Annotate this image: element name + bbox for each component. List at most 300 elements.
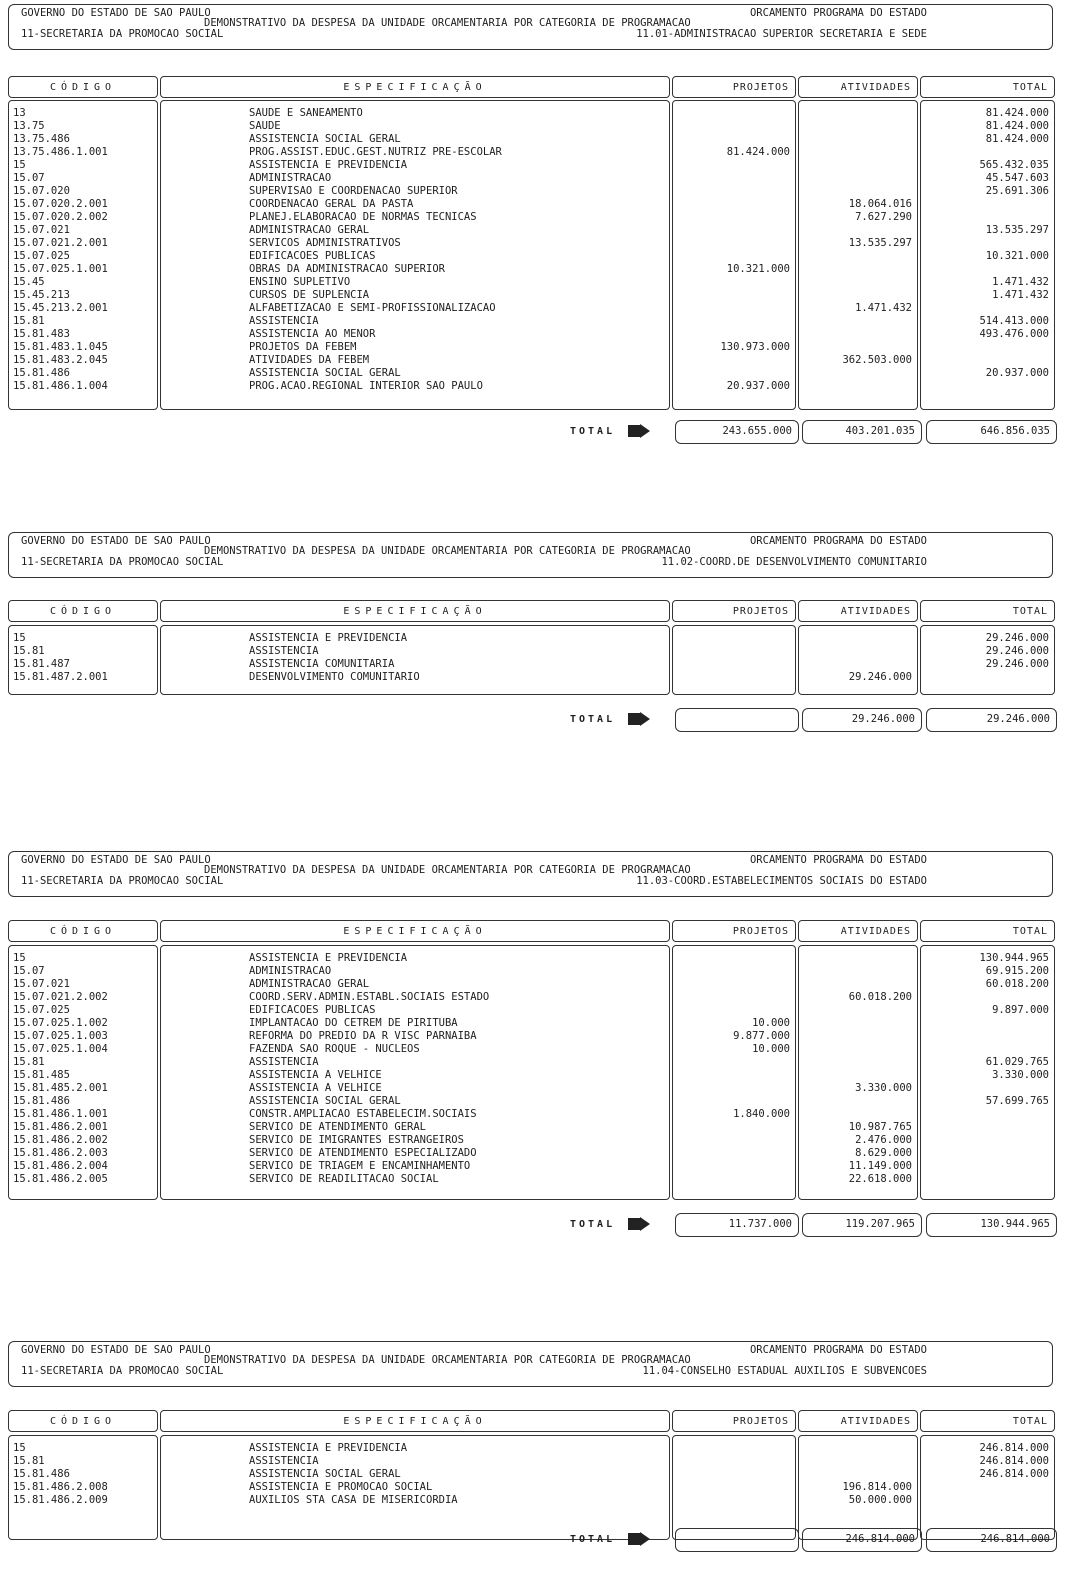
table-cell-atividades: 29.246.000 (848, 671, 912, 683)
total-projetos: 11.737.000 (675, 1213, 799, 1237)
table-cell-codigo: 15.81.486.1.004 (13, 380, 108, 392)
table-cell-projetos: 10.000 (752, 1043, 790, 1055)
column-header-atividades: ATIVIDADES (798, 76, 918, 98)
table-cell-spec: OBRAS DA ADMINISTRACAO SUPERIOR (249, 263, 445, 275)
table-cell-atividades (799, 133, 917, 146)
table-cell-projetos (673, 978, 795, 991)
header-report-title: DEMONSTRATIVO DA DESPESA DA UNIDADE ORCAMENTARIA POR CATEGORIA DE PROGRAMACAO (204, 1354, 691, 1366)
table-cell-total: 1.471.432 (992, 289, 1049, 301)
table-cell-total: 565.432.035 (979, 159, 1049, 171)
table-cell-atividades: 3.330.000 (855, 1082, 912, 1094)
table-cell-codigo: 15.81.483.2.045 (13, 354, 108, 366)
table-cell-total (921, 1030, 1054, 1043)
table-cell-spec: COORD.SERV.ADMIN.ESTABL.SOCIAIS ESTADO (249, 991, 490, 1003)
table-cell-projetos (673, 120, 795, 133)
table-cell-projetos (673, 991, 795, 1004)
table-cell-total: 246.814.000 (979, 1455, 1049, 1467)
header-unit: 11.02-COORD.DE DESENVOLVIMENTO COMUNITARIO (661, 556, 927, 568)
column-header-codigo: CÓDIGO (8, 600, 158, 622)
total-projetos (675, 1528, 799, 1552)
table-cell-projetos (673, 107, 795, 120)
table-cell-spec: ASSISTENCIA (249, 1056, 319, 1068)
header-secretariat: 11-SECRETARIA DA PROMOCAO SOCIAL (21, 1365, 224, 1377)
table-cell-codigo: 15.07 (13, 172, 45, 184)
table-cell-codigo: 15.81 (13, 1455, 45, 1467)
column-header-codigo: CÓDIGO (8, 76, 158, 98)
table-cell-total (921, 991, 1054, 1004)
codigo-column (8, 625, 158, 695)
table-cell-total (921, 146, 1054, 159)
table-cell-total (921, 380, 1054, 393)
table-cell-atividades (799, 1468, 917, 1481)
table-cell-codigo: 15 (13, 952, 26, 964)
table-cell-spec: CURSOS DE SUPLENCIA (249, 289, 370, 301)
report-header (8, 4, 1053, 50)
table-cell-codigo: 13.75.486.1.001 (13, 146, 108, 158)
table-cell-projetos: 130.973.000 (720, 341, 790, 353)
column-header-especificacao: ESPECIFICAÇÃO (160, 600, 670, 622)
arrow-right-icon (628, 424, 650, 438)
table-cell-atividades (799, 1043, 917, 1056)
table-cell-projetos: 20.937.000 (726, 380, 790, 392)
column-header-total: TOTAL (920, 600, 1055, 622)
report-header (8, 851, 1053, 897)
table-cell-spec: ADMINISTRACAO GERAL (249, 978, 370, 990)
table-cell-spec: ASSISTENCIA AO MENOR (249, 328, 376, 340)
table-cell-total (921, 1494, 1054, 1507)
table-cell-atividades: 50.000.000 (848, 1494, 912, 1506)
projetos-column (672, 100, 796, 410)
table-cell-codigo: 15.81.485 (13, 1069, 70, 1081)
table-cell-total: 29.246.000 (985, 645, 1049, 657)
table-body (8, 625, 1055, 695)
table-cell-total: 45.547.603 (985, 172, 1049, 184)
header-government: GOVERNO DO ESTADO DE SAO PAULO (21, 535, 211, 547)
table-cell-projetos (673, 1056, 795, 1069)
table-cell-atividades (799, 645, 917, 658)
table-cell-spec: PROJETOS DA FEBEM (249, 341, 357, 353)
table-cell-spec: EDIFICACOES PUBLICAS (249, 1004, 376, 1016)
table-cell-spec: SERVICO DE IMIGRANTES ESTRANGEIROS (249, 1134, 464, 1146)
table-cell-spec: ASSISTENCIA SOCIAL GERAL (249, 1095, 401, 1107)
atividades-column (798, 625, 918, 695)
table-cell-codigo: 15.81.486.2.004 (13, 1160, 108, 1172)
especificacao-column (160, 625, 670, 695)
table-cell-atividades: 7.627.290 (855, 211, 912, 223)
total-row (0, 420, 1074, 444)
table-cell-atividades (799, 1069, 917, 1082)
table-cell-total: 13.535.297 (985, 224, 1049, 236)
table-cell-total: 60.018.200 (985, 978, 1049, 990)
table-cell-projetos (673, 198, 795, 211)
table-cell-spec: ASSISTENCIA E PROMOCAO SOCIAL (249, 1481, 433, 1493)
table-cell-spec: ASSISTENCIA A VELHICE (249, 1082, 382, 1094)
table-cell-codigo: 15.07.025.1.004 (13, 1043, 108, 1055)
table-cell-spec: SERVICOS ADMINISTRATIVOS (249, 237, 401, 249)
table-cell-codigo: 15.07.025.1.003 (13, 1030, 108, 1042)
column-header-atividades: ATIVIDADES (798, 600, 918, 622)
header-secretariat: 11-SECRETARIA DA PROMOCAO SOCIAL (21, 556, 224, 568)
table-cell-total (921, 1108, 1054, 1121)
table-body (8, 1435, 1055, 1540)
table-cell-projetos (673, 159, 795, 172)
codigo-column (8, 945, 158, 1200)
table-cell-atividades (799, 380, 917, 393)
table-cell-atividades (799, 952, 917, 965)
table-cell-projetos (673, 315, 795, 328)
table-cell-atividades (799, 289, 917, 302)
header-government: GOVERNO DO ESTADO DE SAO PAULO (21, 854, 211, 866)
table-cell-projetos (673, 645, 795, 658)
table-cell-atividades (799, 185, 917, 198)
table-cell-codigo: 15.07.021.2.002 (13, 991, 108, 1003)
table-cell-total: 246.814.000 (979, 1468, 1049, 1480)
column-header-codigo: CÓDIGO (8, 1410, 158, 1432)
table-cell-spec: ASSISTENCIA E PREVIDENCIA (249, 1442, 408, 1454)
arrow-right-icon (628, 1217, 650, 1231)
table-cell-codigo: 15.81.483.1.045 (13, 341, 108, 353)
table-cell-projetos (673, 328, 795, 341)
table-cell-codigo: 13.75.486 (13, 133, 70, 145)
total-row (0, 708, 1074, 732)
header-report-title: DEMONSTRATIVO DA DESPESA DA UNIDADE ORCAMENTARIA POR CATEGORIA DE PROGRAMACAO (204, 864, 691, 876)
table-cell-codigo: 15.07.025.1.002 (13, 1017, 108, 1029)
table-cell-codigo: 15.81.486.2.002 (13, 1134, 108, 1146)
table-cell-projetos: 1.840.000 (733, 1108, 790, 1120)
header-report-title: DEMONSTRATIVO DA DESPESA DA UNIDADE ORCAMENTARIA POR CATEGORIA DE PROGRAMACAO (204, 17, 691, 29)
header-government: GOVERNO DO ESTADO DE SAO PAULO (21, 1344, 211, 1356)
table-cell-atividades: 10.987.765 (848, 1121, 912, 1133)
table-cell-atividades: 11.149.000 (848, 1160, 912, 1172)
table-cell-total (921, 1134, 1054, 1147)
table-cell-spec: ASSISTENCIA (249, 315, 319, 327)
table-cell-codigo: 15.81.486.1.001 (13, 1108, 108, 1120)
table-cell-projetos (673, 172, 795, 185)
table-cell-total (921, 1121, 1054, 1134)
table-cell-spec: REFORMA DO PREDIO DA R VISC PARNAIBA (249, 1030, 477, 1042)
column-header-atividades: ATIVIDADES (798, 1410, 918, 1432)
table-cell-spec: ATIVIDADES DA FEBEM (249, 354, 370, 366)
table-cell-total: 81.424.000 (985, 120, 1049, 132)
table-cell-atividades (799, 1455, 917, 1468)
total-column (920, 100, 1055, 410)
table-cell-codigo: 15.07.020.2.002 (13, 211, 108, 223)
table-cell-total (921, 1160, 1054, 1173)
column-header-especificacao: ESPECIFICAÇÃO (160, 920, 670, 942)
table-cell-projetos (673, 1121, 795, 1134)
table-cell-atividades (799, 367, 917, 380)
table-cell-atividades (799, 1056, 917, 1069)
table-cell-total (921, 354, 1054, 367)
table-cell-spec: PROG.ACAO.REGIONAL INTERIOR SAO PAULO (249, 380, 483, 392)
table-cell-total: 25.691.306 (985, 185, 1049, 197)
projetos-column (672, 945, 796, 1200)
table-cell-spec: PROG.ASSIST.EDUC.GEST.NUTRIZ PRE-ESCOLAR (249, 146, 502, 158)
table-cell-total (921, 263, 1054, 276)
table-cell-total (921, 198, 1054, 211)
column-header-projetos: PROJETOS (672, 600, 796, 622)
table-cell-projetos (673, 354, 795, 367)
table-cell-projetos (673, 185, 795, 198)
table-cell-projetos (673, 1095, 795, 1108)
header-budget-program: ORCAMENTO PROGRAMA DO ESTADO (749, 854, 927, 866)
table-cell-codigo: 15.07.020.2.001 (13, 198, 108, 210)
table-header (8, 76, 1055, 98)
table-cell-spec: ASSISTENCIA SOCIAL GERAL (249, 133, 401, 145)
table-cell-codigo: 15 (13, 632, 26, 644)
header-government: GOVERNO DO ESTADO DE SAO PAULO (21, 7, 211, 19)
table-cell-atividades (799, 224, 917, 237)
table-cell-atividades: 2.476.000 (855, 1134, 912, 1146)
total-projetos: 243.655.000 (675, 420, 799, 444)
table-cell-codigo: 15.81.483 (13, 328, 70, 340)
table-cell-atividades (799, 632, 917, 645)
column-header-projetos: PROJETOS (672, 920, 796, 942)
codigo-column (8, 100, 158, 410)
table-cell-projetos (673, 224, 795, 237)
total-column (920, 1435, 1055, 1540)
projetos-column (672, 1435, 796, 1540)
table-cell-codigo: 15.07 (13, 965, 45, 977)
table-cell-total: 1.471.432 (992, 276, 1049, 288)
table-cell-spec: SUPERVISAO E COORDENACAO SUPERIOR (249, 185, 458, 197)
table-cell-total: 81.424.000 (985, 133, 1049, 145)
table-cell-total: 514.413.000 (979, 315, 1049, 327)
table-cell-atividades (799, 1095, 917, 1108)
table-cell-codigo: 15.07.025.1.001 (13, 263, 108, 275)
table-cell-atividades (799, 1017, 917, 1030)
table-cell-spec: ASSISTENCIA A VELHICE (249, 1069, 382, 1081)
table-cell-spec: ENSINO SUPLETIVO (249, 276, 351, 288)
table-cell-spec: DESENVOLVIMENTO COMUNITARIO (249, 671, 420, 683)
column-header-atividades: ATIVIDADES (798, 920, 918, 942)
table-cell-codigo: 15.81.487.2.001 (13, 671, 108, 683)
table-cell-codigo: 15.07.021 (13, 224, 70, 236)
table-cell-total: 3.330.000 (992, 1069, 1049, 1081)
table-cell-codigo: 15.81.485.2.001 (13, 1082, 108, 1094)
header-unit: 11.03-COORD.ESTABELECIMENTOS SOCIAIS DO ESTADO (636, 875, 927, 887)
table-cell-atividades: 8.629.000 (855, 1147, 912, 1159)
table-cell-atividades (799, 1004, 917, 1017)
header-secretariat: 11-SECRETARIA DA PROMOCAO SOCIAL (21, 28, 224, 40)
total-label: TOTAL (570, 714, 616, 725)
table-cell-total (921, 1082, 1054, 1095)
table-cell-atividades: 18.064.016 (848, 198, 912, 210)
table-cell-spec: SERVICO DE ATENDIMENTO ESPECIALIZADO (249, 1147, 477, 1159)
especificacao-column (160, 100, 670, 410)
table-cell-codigo: 15.45.213 (13, 289, 70, 301)
table-cell-codigo: 15.81.486 (13, 367, 70, 379)
table-cell-projetos (673, 952, 795, 965)
total-geral: 29.246.000 (926, 708, 1057, 732)
table-cell-total: 61.029.765 (985, 1056, 1049, 1068)
table-cell-total (921, 211, 1054, 224)
table-cell-total: 9.897.000 (992, 1004, 1049, 1016)
table-cell-total: 10.321.000 (985, 250, 1049, 262)
total-atividades: 29.246.000 (802, 708, 922, 732)
table-cell-projetos (673, 671, 795, 684)
table-cell-codigo: 15.81.486.2.009 (13, 1494, 108, 1506)
table-cell-projetos (673, 367, 795, 380)
table-cell-codigo: 13.75 (13, 120, 45, 132)
table-cell-total (921, 341, 1054, 354)
table-cell-atividades: 13.535.297 (848, 237, 912, 249)
total-column (920, 625, 1055, 695)
header-budget-program: ORCAMENTO PROGRAMA DO ESTADO (749, 7, 927, 19)
table-cell-total: 20.937.000 (985, 367, 1049, 379)
table-cell-codigo: 15 (13, 1442, 26, 1454)
total-column (920, 945, 1055, 1200)
table-cell-spec: ASSISTENCIA SOCIAL GERAL (249, 1468, 401, 1480)
table-cell-total: 69.915.200 (985, 965, 1049, 977)
table-cell-projetos (673, 237, 795, 250)
table-cell-spec: COORDENACAO GERAL DA PASTA (249, 198, 414, 210)
table-cell-spec: SERVICO DE TRIAGEM E ENCAMINHAMENTO (249, 1160, 471, 1172)
table-cell-total (921, 1043, 1054, 1056)
table-cell-projetos (673, 1468, 795, 1481)
table-cell-atividades: 362.503.000 (842, 354, 912, 366)
table-cell-spec: SERVICO DE ATENDIMENTO GERAL (249, 1121, 427, 1133)
total-row (0, 1528, 1074, 1552)
header-budget-program: ORCAMENTO PROGRAMA DO ESTADO (749, 1344, 927, 1356)
table-cell-total: 246.814.000 (979, 1442, 1049, 1454)
total-atividades: 246.814.000 (802, 1528, 922, 1552)
table-cell-atividades: 22.618.000 (848, 1173, 912, 1185)
table-cell-spec: ASSISTENCIA (249, 645, 319, 657)
table-cell-projetos (673, 632, 795, 645)
arrow-right-icon (628, 1532, 650, 1546)
table-cell-projetos (673, 1004, 795, 1017)
table-cell-atividades: 196.814.000 (842, 1481, 912, 1493)
table-cell-total (921, 1017, 1054, 1030)
table-cell-codigo: 15.81 (13, 645, 45, 657)
table-cell-total (921, 1147, 1054, 1160)
table-cell-projetos (673, 250, 795, 263)
column-header-total: TOTAL (920, 1410, 1055, 1432)
table-cell-atividades (799, 263, 917, 276)
table-cell-atividades (799, 146, 917, 159)
table-cell-atividades (799, 159, 917, 172)
table-cell-total (921, 302, 1054, 315)
table-cell-projetos: 9.877.000 (733, 1030, 790, 1042)
column-header-projetos: PROJETOS (672, 76, 796, 98)
table-cell-spec: SAUDE (249, 120, 281, 132)
table-cell-codigo: 15.45 (13, 276, 45, 288)
column-header-especificacao: ESPECIFICAÇÃO (160, 1410, 670, 1432)
total-geral: 130.944.965 (926, 1213, 1057, 1237)
especificacao-column (160, 1435, 670, 1540)
total-atividades: 119.207.965 (802, 1213, 922, 1237)
table-cell-projetos (673, 276, 795, 289)
table-cell-spec: SAUDE E SANEAMENTO (249, 107, 363, 119)
total-label: TOTAL (570, 1219, 616, 1230)
total-geral: 646.856.035 (926, 420, 1057, 444)
table-cell-projetos (673, 289, 795, 302)
table-cell-spec: ASSISTENCIA (249, 1455, 319, 1467)
table-cell-codigo: 15.07.021 (13, 978, 70, 990)
table-header (8, 920, 1055, 942)
projetos-column (672, 625, 796, 695)
table-cell-atividades (799, 341, 917, 354)
table-cell-projetos (673, 965, 795, 978)
table-cell-atividades: 60.018.200 (848, 991, 912, 1003)
report-header (8, 532, 1053, 578)
table-cell-total: 493.476.000 (979, 328, 1049, 340)
table-body (8, 100, 1055, 410)
table-cell-atividades (799, 1030, 917, 1043)
table-cell-codigo: 15.81.486.2.001 (13, 1121, 108, 1133)
total-label: TOTAL (570, 426, 616, 437)
table-cell-spec: ASSISTENCIA E PREVIDENCIA (249, 952, 408, 964)
header-secretariat: 11-SECRETARIA DA PROMOCAO SOCIAL (21, 875, 224, 887)
table-cell-spec: CONSTR.AMPLIACAO ESTABELECIM.SOCIAIS (249, 1108, 477, 1120)
table-body (8, 945, 1055, 1200)
table-cell-spec: FAZENDA SAO ROQUE - NUCLEOS (249, 1043, 420, 1055)
table-cell-spec: ADMINISTRACAO GERAL (249, 224, 370, 236)
table-cell-projetos (673, 658, 795, 671)
total-label: TOTAL (570, 1534, 616, 1545)
report-header (8, 1341, 1053, 1387)
arrow-right-icon (628, 712, 650, 726)
table-cell-codigo: 15 (13, 159, 26, 171)
table-cell-atividades (799, 172, 917, 185)
table-cell-total (921, 1481, 1054, 1494)
table-cell-total: 81.424.000 (985, 107, 1049, 119)
table-cell-spec: ADMINISTRACAO (249, 172, 332, 184)
table-cell-spec: ADMINISTRACAO (249, 965, 332, 977)
table-cell-projetos (673, 133, 795, 146)
table-cell-atividades: 1.471.432 (855, 302, 912, 314)
header-unit: 11.01-ADMINISTRACAO SUPERIOR SECRETARIA E SEDE (636, 28, 927, 40)
table-cell-total: 29.246.000 (985, 632, 1049, 644)
header-report-title: DEMONSTRATIVO DA DESPESA DA UNIDADE ORCAMENTARIA POR CATEGORIA DE PROGRAMACAO (204, 545, 691, 557)
table-cell-spec: EDIFICACOES PUBLICAS (249, 250, 376, 262)
table-cell-projetos (673, 1481, 795, 1494)
table-cell-projetos (673, 1442, 795, 1455)
table-cell-spec: IMPLANTACAO DO CETREM DE PIRITUBA (249, 1017, 458, 1029)
table-cell-codigo: 15.07.021.2.001 (13, 237, 108, 249)
total-projetos (675, 708, 799, 732)
table-cell-codigo: 15.81.486.2.003 (13, 1147, 108, 1159)
atividades-column (798, 945, 918, 1200)
column-header-total: TOTAL (920, 920, 1055, 942)
table-cell-atividades (799, 107, 917, 120)
total-row (0, 1213, 1074, 1237)
atividades-column (798, 100, 918, 410)
table-cell-codigo: 15.81 (13, 1056, 45, 1068)
table-cell-atividades (799, 1442, 917, 1455)
table-cell-atividades (799, 120, 917, 133)
table-cell-projetos: 10.000 (752, 1017, 790, 1029)
table-cell-atividades (799, 250, 917, 263)
table-cell-total: 29.246.000 (985, 658, 1049, 670)
table-cell-spec: ASSISTENCIA SOCIAL GERAL (249, 367, 401, 379)
table-cell-atividades (799, 978, 917, 991)
table-cell-total (921, 671, 1054, 684)
table-cell-spec: AUXILIOS STA CASA DE MISERICORDIA (249, 1494, 458, 1506)
table-cell-codigo: 15.81 (13, 315, 45, 327)
table-cell-codigo: 15.45.213.2.001 (13, 302, 108, 314)
table-cell-atividades (799, 315, 917, 328)
header-unit: 11.04-CONSELHO ESTADUAL AUXILIOS E SUBVENCOES (642, 1365, 927, 1377)
table-cell-projetos (673, 1173, 795, 1186)
table-cell-projetos (673, 1134, 795, 1147)
header-budget-program: ORCAMENTO PROGRAMA DO ESTADO (749, 535, 927, 547)
table-cell-codigo: 15.81.486 (13, 1468, 70, 1480)
table-cell-projetos (673, 1494, 795, 1507)
table-cell-atividades (799, 328, 917, 341)
table-cell-projetos (673, 1455, 795, 1468)
